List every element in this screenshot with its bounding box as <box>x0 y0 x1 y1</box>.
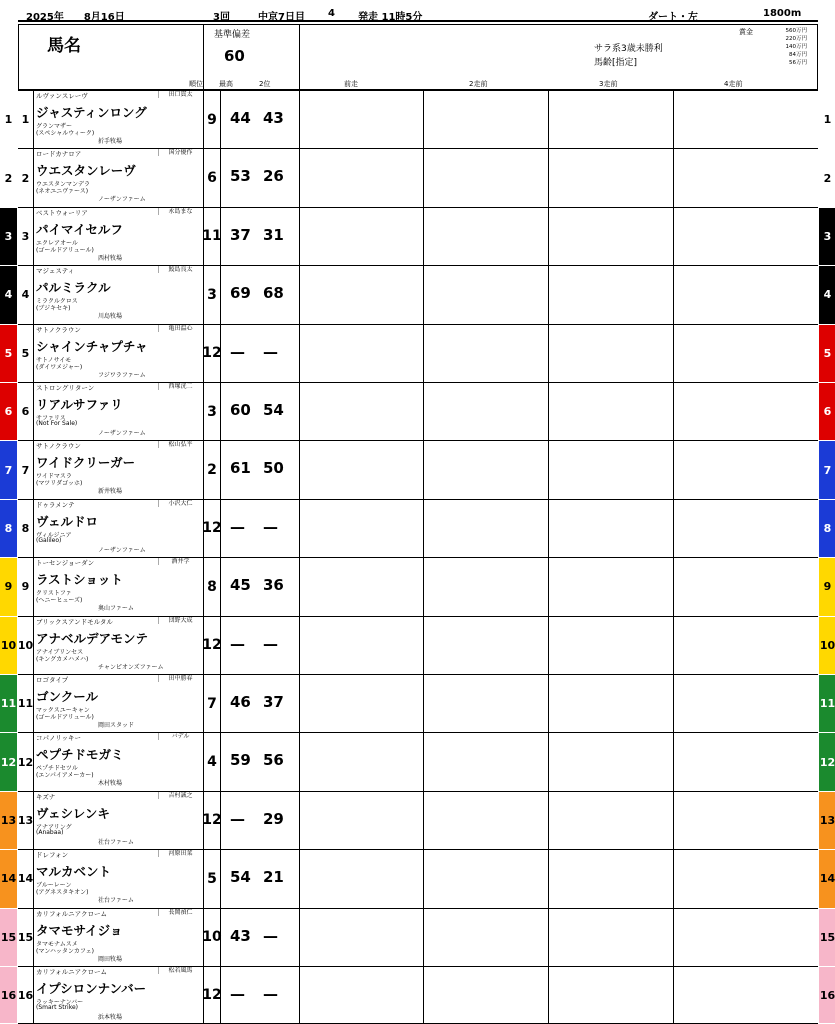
breeder-name: 浜本牧場 <box>98 1014 123 1021</box>
horse-row <box>0 908 835 966</box>
waku-band-left: 6 <box>0 383 17 440</box>
rank-value: 2 <box>203 441 221 498</box>
broodmare-sire: (ゴールドアリュール) <box>36 714 94 721</box>
past-run-cell <box>423 208 548 265</box>
past-run-cell <box>299 500 424 557</box>
rank-value: 10 <box>203 909 221 966</box>
past-run-cell <box>299 617 424 674</box>
waku-band-left: 9 <box>0 558 17 615</box>
past-run-cell <box>299 850 424 907</box>
prize-list: 560万円 220万円 140万円 84万円 56万円 <box>785 28 807 66</box>
rank-value: 11 <box>203 208 221 265</box>
past-run-cell <box>299 909 424 966</box>
jockey-name: 小沢大仁 <box>158 500 202 507</box>
base-label: 基準偏差 <box>214 30 251 40</box>
dam-name: ワイドマスラ <box>36 473 72 481</box>
past-run-cell <box>423 500 548 557</box>
second-index: — <box>263 342 278 361</box>
past-run-cell <box>423 325 548 382</box>
horse-number: 14 <box>18 850 34 907</box>
second-index: — <box>263 517 278 536</box>
breeder-name: ノーザンファーム <box>98 430 146 437</box>
past-run-cell <box>548 383 673 440</box>
broodmare-sire: (アグネスタキオン) <box>36 889 89 897</box>
dam-name: ヴィルジニア <box>36 531 72 539</box>
rank-value: 12 <box>203 325 221 382</box>
past-run-cell <box>548 850 673 907</box>
horse-number: 15 <box>18 909 34 966</box>
rank-value: 8 <box>203 558 221 615</box>
second-index: — <box>263 926 278 945</box>
waku-band-right: 6 <box>819 383 835 440</box>
breeder-name: 社台ファーム <box>98 897 134 905</box>
dam-name: グランマザー <box>36 123 73 130</box>
second-index: 50 <box>263 459 284 478</box>
dam-name: ペプチドセツル <box>36 765 78 773</box>
past-run-cell <box>548 792 673 849</box>
waku-band-left: 13 <box>0 792 17 849</box>
past-run-cell <box>423 383 548 440</box>
past-run-cell <box>548 91 673 148</box>
jockey-name: 田中勝春 <box>158 675 202 682</box>
second-index: — <box>263 634 278 653</box>
horse-row <box>4 440 832 498</box>
horse-name: ラストショット <box>36 572 123 588</box>
horse-name: パルミラクル <box>36 280 111 296</box>
horse-name: アナベルデアモンテ <box>36 630 149 646</box>
prize-label: 賞金 <box>739 28 753 36</box>
past-run-cell <box>423 149 548 206</box>
horse-row <box>4 265 832 323</box>
broodmare-sire: (ゴールドアリュール) <box>36 246 94 254</box>
dam-name: タマモナムスメ <box>36 940 78 948</box>
jockey-name: 西塚洸二 <box>158 383 202 390</box>
jockey-name: 松山弘平 <box>158 441 202 448</box>
sire-name: ドゥラメンテ <box>36 500 75 509</box>
horse-number: 9 <box>18 558 34 615</box>
horse-row <box>0 791 835 849</box>
breeder-name: フジワラファーム <box>98 371 146 379</box>
broodmare-sire: (Galileo) <box>36 536 62 544</box>
jockey-name: 長岡禎仁 <box>158 909 202 916</box>
best-index: 53 <box>230 167 251 186</box>
past-run-cell <box>548 266 673 323</box>
horse-row <box>4 148 832 206</box>
jockey-name: 酒井学 <box>158 558 202 565</box>
past-run-cell <box>673 266 819 323</box>
best-index: 45 <box>230 576 251 595</box>
broodmare-sire: (ヘニーヒューズ) <box>36 597 83 605</box>
breeder-name: 折手牧場 <box>98 138 123 145</box>
venue-day: 中京7日目 <box>258 12 305 23</box>
horse-name: パイマイセルフ <box>36 221 123 237</box>
horse-name-label: 馬名 <box>47 36 81 56</box>
second-index: 31 <box>263 225 284 244</box>
past-run-cell <box>548 909 673 966</box>
past-run-cell <box>673 208 819 265</box>
dam-name: ブルーレーン <box>36 882 72 890</box>
waku-band-right: 2 <box>819 149 835 206</box>
post-time: 発走 11時5分 <box>358 12 423 23</box>
breeder-name: ノーザンファーム <box>98 546 146 554</box>
jockey-name: 団野大成 <box>158 617 202 624</box>
best-index: 43 <box>230 926 251 945</box>
waku-band-left: 16 <box>0 967 17 1023</box>
jockey-name: バデル <box>158 733 202 740</box>
horse-name: シャインチャプチャ <box>36 338 148 354</box>
horse-name: イプシロンナンバー <box>36 981 147 996</box>
broodmare-sire: (キングカメハメハ) <box>36 655 89 663</box>
past-run-cell <box>299 266 424 323</box>
horse-number: 2 <box>18 149 34 206</box>
past-run-cell <box>673 792 819 849</box>
sire-name: サトノクラウン <box>36 442 81 451</box>
breeder-name: 奥山ファーム <box>98 605 134 613</box>
horse-row <box>0 966 835 1024</box>
second-index: 29 <box>263 809 284 828</box>
past-run-cell <box>548 617 673 674</box>
waku-band-left: 4 <box>0 266 17 323</box>
waku-band-right: 15 <box>819 909 835 966</box>
horse-row <box>4 90 832 148</box>
best-index: 61 <box>230 459 251 478</box>
horse-number: 12 <box>18 733 34 790</box>
horse-row <box>0 849 835 907</box>
past-run-cell <box>423 441 548 498</box>
dam-name: サファリス <box>36 415 66 422</box>
broodmare-sire: (Smart Strike) <box>36 1004 78 1011</box>
waku-band-right: 12 <box>819 733 835 790</box>
dam-name: マックスユーキャン <box>36 707 90 714</box>
broodmare-sire: (マツリダゴッホ) <box>36 480 83 488</box>
jockey-name: 松若風馬 <box>158 967 202 974</box>
past-run-cell <box>673 967 819 1023</box>
jockey-name: 鮫島良太 <box>158 266 202 273</box>
breeder-name: 川島牧場 <box>98 313 123 321</box>
rank-value: 3 <box>203 266 221 323</box>
best-index: — <box>230 809 245 828</box>
horse-number: 1 <box>18 91 34 148</box>
past-run-cell <box>299 441 424 498</box>
past-run-cell <box>423 266 548 323</box>
second-label: 2位 <box>259 80 271 88</box>
rank-value: 5 <box>203 850 221 907</box>
prev3-label: 3走前 <box>599 80 618 88</box>
breeder-name: 木村牧場 <box>98 780 123 788</box>
broodmare-sire: (Anabaa) <box>36 828 64 836</box>
past-run-cell <box>423 967 548 1023</box>
broodmare-sire: (スペシャルウィーク) <box>36 130 95 137</box>
second-index: 56 <box>263 751 284 770</box>
horse-number: 13 <box>18 792 34 849</box>
past-run-cell <box>548 149 673 206</box>
best-index: — <box>230 985 245 1003</box>
rank-value: 12 <box>203 967 221 1023</box>
jockey-name: 吉村誠之 <box>158 792 202 799</box>
horse-name: マルカベント <box>36 864 112 880</box>
course: ダート・左 <box>648 12 698 23</box>
sire-name: トーセンジョーダン <box>36 559 95 568</box>
meeting: 3回 <box>213 12 230 23</box>
sire-name: キズナ <box>36 792 56 801</box>
past-run-cell <box>299 383 424 440</box>
past-run-cell <box>673 733 819 790</box>
past-run-cell <box>423 675 548 732</box>
best-label: 最高 <box>219 80 233 88</box>
past-run-cell <box>423 91 548 148</box>
base-value: 60 <box>224 47 245 65</box>
rank-value: 12 <box>203 792 221 849</box>
second-index: 26 <box>263 167 284 186</box>
breeder-name: 岡田スタッド <box>98 722 135 729</box>
breeder-name: 新井牧場 <box>98 488 123 496</box>
best-index: 69 <box>230 284 251 303</box>
past-run-cell <box>673 850 819 907</box>
waku-band-right: 13 <box>819 792 835 849</box>
waku-band-right: 11 <box>819 675 835 732</box>
broodmare-sire: (エンパイアメーカー) <box>36 772 94 780</box>
past-run-cell <box>673 617 819 674</box>
dam-name: クリストファ <box>36 590 72 598</box>
past-run-cell <box>423 733 548 790</box>
past-run-cell <box>423 558 548 615</box>
second-index: — <box>263 985 278 1003</box>
breeder-name: 西村牧場 <box>98 254 123 262</box>
rank-value: 6 <box>203 149 221 206</box>
horse-row <box>0 732 835 790</box>
rank-value: 12 <box>203 617 221 674</box>
sire-name: カリフォルニアクローム <box>36 968 107 976</box>
waku-band-left: 11 <box>0 675 17 732</box>
rank-value: 3 <box>203 383 221 440</box>
dam-name: アナイブリンセス <box>36 648 84 656</box>
broodmare-sire: (マンハッタンカフェ) <box>36 947 94 955</box>
dam-name: ラッキーナンバー <box>36 999 84 1006</box>
horse-row <box>0 674 835 732</box>
past-run-cell <box>548 208 673 265</box>
waku-band-left: 7 <box>0 441 17 498</box>
second-index: 37 <box>263 693 284 711</box>
broodmare-sire: (ダイワメジャー) <box>36 363 83 371</box>
breeder-name: 岡田牧場 <box>98 955 123 963</box>
waku-band-left: 5 <box>0 325 17 382</box>
past-run-cell <box>423 617 548 674</box>
past-run-cell <box>548 967 673 1023</box>
dam-name: ミラクルクロス <box>36 298 78 306</box>
waku-band-left: 10 <box>0 617 17 674</box>
past-run-cell <box>548 733 673 790</box>
prev2-label: 2走前 <box>469 80 488 88</box>
waku-band-right: 14 <box>819 850 835 907</box>
past-run-cell <box>423 909 548 966</box>
best-index: 54 <box>230 868 251 887</box>
sire-name: ベストウォーリア <box>36 208 88 217</box>
rank-label: 順位 <box>189 80 203 88</box>
waku-band-right: 1 <box>819 91 835 148</box>
past-run-cell <box>548 675 673 732</box>
sire-name: ルヴァンスレーヴ <box>36 92 88 100</box>
second-index: 68 <box>263 284 284 303</box>
jockey-name: 亀田温心 <box>158 325 202 332</box>
waku-band-left: 3 <box>0 208 17 265</box>
second-index: 54 <box>263 401 284 419</box>
waku-band-right: 5 <box>819 325 835 382</box>
past-run-cell <box>423 850 548 907</box>
best-index: 60 <box>230 401 251 419</box>
past-run-cell <box>548 325 673 382</box>
horse-name: ワイドクリーガー <box>36 455 136 471</box>
horse-row <box>4 382 832 440</box>
past-run-cell <box>299 325 424 382</box>
sire-name: マジェスティ <box>36 267 75 276</box>
past-run-cell <box>299 792 424 849</box>
dam-name: アナアリング <box>36 823 72 831</box>
waku-band-right: 7 <box>819 441 835 498</box>
rank-value: 4 <box>203 733 221 790</box>
horse-name: タマモサイジョ <box>36 922 123 938</box>
horse-name: ウエスタンレーヴ <box>36 163 136 179</box>
past-run-cell <box>299 733 424 790</box>
race-class: サラ系3歳未勝利 <box>594 44 663 54</box>
broodmare-sire: (Not For Sale) <box>36 420 78 427</box>
past-run-cell <box>673 149 819 206</box>
past-run-cell <box>299 675 424 732</box>
waku-band-right: 9 <box>819 558 835 615</box>
horse-number: 10 <box>18 617 34 674</box>
best-index: — <box>230 634 245 653</box>
best-index: — <box>230 517 245 536</box>
past-run-cell <box>548 441 673 498</box>
sire-name: ロゴタイプ <box>36 676 69 684</box>
waku-band-right: 3 <box>819 208 835 265</box>
past-run-cell <box>673 909 819 966</box>
waku-band-left: 8 <box>0 500 17 557</box>
past-run-cell <box>299 558 424 615</box>
broodmare-sire: (ネオユニヴァース) <box>36 188 89 196</box>
dam-name: サトノサイモ <box>36 356 72 364</box>
horse-name: ゴンクール <box>36 689 99 704</box>
waku-band-left: 2 <box>0 149 17 206</box>
horse-name: ヴェシレンキ <box>36 805 110 821</box>
past-run-cell <box>299 149 424 206</box>
dam-name: ウエスタンマンデラ <box>36 181 91 189</box>
past-run-cell <box>299 967 424 1023</box>
best-index: 37 <box>230 225 251 244</box>
horse-number: 16 <box>18 967 34 1023</box>
distance: 1800m <box>763 8 802 19</box>
horse-number: 8 <box>18 500 34 557</box>
horse-number: 6 <box>18 383 34 440</box>
prev1-label: 前走 <box>344 80 358 88</box>
horse-number: 7 <box>18 441 34 498</box>
second-index: 21 <box>263 868 284 887</box>
jockey-name: 田口貫太 <box>158 91 202 98</box>
rank-value: 7 <box>203 675 221 732</box>
horse-row <box>4 557 832 615</box>
sire-name: ロードカナロア <box>36 150 82 159</box>
prev4-label: 4走前 <box>724 80 743 88</box>
waku-band-left: 1 <box>0 91 17 148</box>
horse-number: 3 <box>18 208 34 265</box>
table-header <box>18 24 818 90</box>
past-run-cell <box>673 441 819 498</box>
horse-name: リアルサファリ <box>36 397 123 412</box>
race-header <box>18 8 818 22</box>
past-run-cell <box>299 208 424 265</box>
jockey-name: 国分優作 <box>158 149 202 156</box>
past-run-cell <box>673 558 819 615</box>
sire-name: サトノクラウン <box>36 325 81 334</box>
sire-name: コパノリッキー <box>36 734 81 743</box>
sire-name: ドレフォン <box>36 851 69 860</box>
waku-band-right: 16 <box>819 967 835 1023</box>
jockey-name: 河原田菜 <box>158 850 202 857</box>
second-index: 36 <box>263 576 284 595</box>
broodmare-sire: (ブジキセキ) <box>36 305 71 313</box>
horse-name: ヴェルドロ <box>36 513 99 529</box>
breeder-name: 社台ファーム <box>98 838 134 846</box>
horse-name: ペプチドモガミ <box>36 747 124 763</box>
past-run-cell <box>548 500 673 557</box>
sire-name: カリフォルニアクローム <box>36 909 107 918</box>
horse-row <box>4 324 832 382</box>
horse-number: 4 <box>18 266 34 323</box>
waku-band-right: 4 <box>819 266 835 323</box>
sire-name: ストロングリターン <box>36 384 95 392</box>
rank-value: 9 <box>203 91 221 148</box>
past-run-cell <box>673 325 819 382</box>
rank-value: 12 <box>203 500 221 557</box>
best-index: — <box>230 342 245 361</box>
race-condition: 馬齢[指定] <box>594 58 638 68</box>
second-index: 43 <box>263 109 284 127</box>
waku-band-right: 8 <box>819 500 835 557</box>
sire-name: ブリックスアンドモルタル <box>36 617 113 626</box>
past-run-cell <box>423 792 548 849</box>
horse-number: 5 <box>18 325 34 382</box>
past-run-cell <box>299 91 424 148</box>
past-run-cell <box>548 558 673 615</box>
past-run-cell <box>673 383 819 440</box>
horse-row <box>0 616 835 674</box>
horse-row <box>4 207 832 265</box>
breeder-name: チャンピオンズファーム <box>98 663 164 671</box>
past-run-cell <box>673 91 819 148</box>
breeder-name: ノーザンファーム <box>98 196 146 204</box>
waku-band-right: 10 <box>819 617 835 674</box>
dam-name: エクレアオール <box>36 239 78 247</box>
best-index: 44 <box>230 109 251 127</box>
horse-number: 11 <box>18 675 34 732</box>
waku-band-left: 14 <box>0 850 17 907</box>
jockey-name: 永島まな <box>158 208 202 215</box>
waku-band-left: 15 <box>0 909 17 966</box>
waku-band-left: 12 <box>0 733 17 790</box>
race-date: 2025年 8月16日 <box>26 12 125 23</box>
best-index: 59 <box>230 751 251 770</box>
race-no: 4 <box>328 8 335 19</box>
best-index: 46 <box>230 693 251 711</box>
past-run-cell <box>673 675 819 732</box>
horse-name: ジャスティンロング <box>36 105 147 120</box>
past-run-cell <box>673 500 819 557</box>
horse-row <box>4 499 832 557</box>
